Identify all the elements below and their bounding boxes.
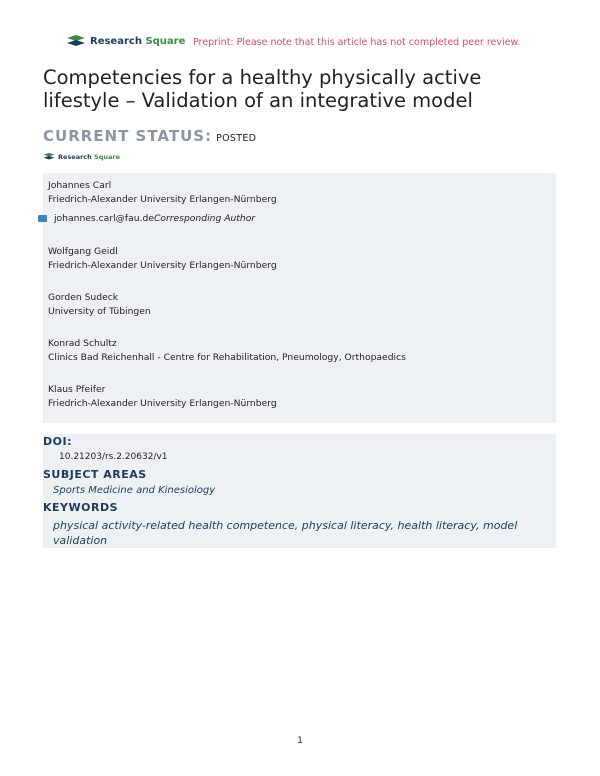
corresponding-author-row bbox=[38, 213, 255, 224]
author-entry bbox=[48, 291, 151, 319]
research-square-logo[interactable] bbox=[66, 34, 185, 48]
author-affiliation: University of Tübingen bbox=[48, 306, 151, 317]
keywords-heading: KEYWORDS bbox=[43, 501, 119, 514]
author-name: Johannes Carl bbox=[48, 180, 112, 191]
author-affiliation: Friedrich-Alexander University Erlangen-Nürnberg bbox=[48, 398, 277, 409]
author-entry bbox=[48, 179, 277, 207]
doi-heading: DOI: bbox=[43, 435, 72, 448]
doi-value[interactable]: 10.21203/rs.2.20632/v1 bbox=[59, 452, 168, 462]
author-name: Wolfgang Geidl bbox=[48, 246, 118, 257]
author-name: Konrad Schultz bbox=[48, 338, 117, 349]
author-affiliation: Clinics Bad Reichenhall - Centre for Rehabilitation, Pneumology, Orthopaedics bbox=[48, 352, 406, 363]
research-square-small-logo-icon bbox=[43, 152, 55, 161]
page-header bbox=[66, 34, 560, 54]
author-name: Gorden Sudeck bbox=[48, 292, 119, 303]
logo-text: Research Square bbox=[90, 35, 186, 47]
author-entry bbox=[48, 337, 406, 365]
mail-icon bbox=[38, 215, 47, 222]
subject-areas-value: Sports Medicine and Kinesiology bbox=[53, 485, 216, 496]
small-research-square-logo bbox=[43, 152, 120, 161]
small-logo-text: Research Square bbox=[58, 152, 120, 161]
current-status bbox=[43, 127, 256, 145]
author-email-link[interactable]: johannes.carl@fau.de bbox=[54, 213, 154, 224]
metadata-panel bbox=[43, 434, 556, 548]
author-name: Klaus Pfeifer bbox=[48, 384, 106, 395]
author-entry bbox=[48, 245, 277, 273]
subject-areas-heading: SUBJECT AREAS bbox=[43, 468, 147, 481]
authors-panel bbox=[43, 173, 556, 423]
author-affiliation: Friedrich-Alexander University Erlangen-Nürnberg bbox=[48, 194, 277, 205]
article-title: Competencies for a healthy physically active lifestyle – Validation of an integrative model bbox=[43, 66, 482, 112]
author-entry bbox=[48, 383, 277, 411]
page-number: 1 bbox=[297, 736, 303, 746]
author-affiliation: Friedrich-Alexander University Erlangen-Nürnberg bbox=[48, 260, 277, 271]
preprint-notice: Preprint: Please note that this article has not completed peer review. bbox=[193, 37, 521, 48]
corresponding-author-label: Corresponding Author bbox=[153, 213, 256, 224]
status-label: CURRENT STATUS: bbox=[43, 127, 213, 145]
status-value: POSTED bbox=[216, 133, 257, 144]
research-square-logo-icon bbox=[66, 34, 86, 48]
keywords-value: physical activity-related health competence, physical literacy, health literacy, model validation bbox=[53, 519, 518, 547]
